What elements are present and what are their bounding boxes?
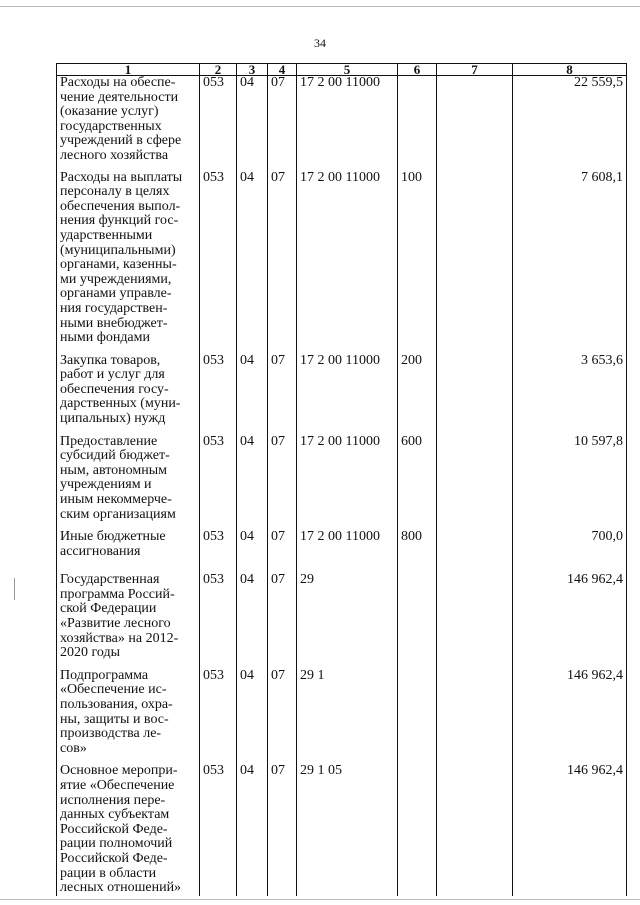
expense-name-line: хозяйства» на 2012- xyxy=(60,630,179,646)
expense-name-line: ятие «Обеспечение xyxy=(60,777,175,793)
column-header-1: 1 xyxy=(57,64,200,76)
expense-name xyxy=(57,76,200,164)
expense-name-line: ным, автономным xyxy=(60,462,168,478)
table-row xyxy=(57,427,627,523)
expense-name-line: Российской Феде- xyxy=(60,850,168,866)
expense-name-line: Российской Феде- xyxy=(60,821,168,837)
header-row xyxy=(57,64,627,76)
expense-name-line: «Развитие лесного xyxy=(60,616,171,631)
expense-name-line: лесных отношений» xyxy=(60,880,182,896)
expense-name-line: лесного хозяйства xyxy=(60,147,169,163)
column-header-5: 5 xyxy=(297,64,398,76)
expense-name-line: чение деятельности xyxy=(60,89,179,105)
target-article-code: 17 2 00 11000 xyxy=(297,427,398,523)
column-7-value xyxy=(437,346,513,427)
subsection-code: 07 xyxy=(268,565,297,661)
amount: 146 962,4 xyxy=(513,756,627,895)
scan-edge-bottom xyxy=(0,899,640,900)
expense-name xyxy=(57,565,200,661)
ministry-code: 053 xyxy=(200,76,237,164)
column-7-value xyxy=(437,427,513,523)
column-header-4: 4 xyxy=(268,64,297,76)
subsection-code: 07 xyxy=(268,427,297,523)
expense-name-line: данных субъектам xyxy=(60,807,170,823)
subsection-code: 07 xyxy=(268,661,297,757)
expense-name xyxy=(57,164,200,346)
section-code: 04 xyxy=(237,164,268,346)
expense-name-line: ми учреждениями, xyxy=(60,271,172,287)
expense-name-line: работ и услуг для xyxy=(60,367,165,383)
expense-name-line: субсидий бюджет- xyxy=(60,448,170,464)
page-number: 34 xyxy=(314,36,326,50)
target-article-code: 17 2 00 11000 xyxy=(297,346,398,427)
target-article-code: 17 2 00 11000 xyxy=(297,76,398,164)
column-7-value xyxy=(437,522,513,565)
target-article-code: 29 1 05 xyxy=(297,756,398,895)
amount: 3 653,6 xyxy=(513,346,627,427)
subsection-code: 07 xyxy=(268,164,297,346)
expense-name-line: нения функций гос- xyxy=(60,213,179,229)
ministry-code: 053 xyxy=(200,522,237,565)
expense-name-line: Расходы на обеспе- xyxy=(60,75,176,90)
subsection-code: 07 xyxy=(268,756,297,895)
expense-name-line: сов» xyxy=(60,740,87,756)
amount: 700,0 xyxy=(513,522,627,565)
column-7-value xyxy=(437,756,513,895)
column-header-3: 3 xyxy=(237,64,268,76)
amount: 22 559,5 xyxy=(513,76,627,164)
expense-type-code xyxy=(398,76,437,164)
table-row xyxy=(57,164,627,346)
expense-name-line: Расходы на выплаты xyxy=(60,169,183,185)
amount: 10 597,8 xyxy=(513,427,627,523)
expense-name xyxy=(57,756,200,895)
amount: 146 962,4 xyxy=(513,661,627,757)
table-row xyxy=(57,756,627,895)
subsection-code: 07 xyxy=(268,522,297,565)
expense-type-code: 800 xyxy=(398,522,437,565)
column-7-value xyxy=(437,164,513,346)
expense-name-line: ципальных) нужд xyxy=(60,411,166,427)
target-article-code: 17 2 00 11000 xyxy=(297,522,398,565)
expense-name-line: ными фондами xyxy=(60,330,151,346)
expense-name-line: ассигнования xyxy=(60,543,141,559)
expense-name-line: государственных xyxy=(60,118,162,134)
section-code: 04 xyxy=(237,756,268,895)
expense-name-line: «Обеспечение ис- xyxy=(60,682,167,698)
expense-name-line: (оказание услуг) xyxy=(60,104,159,120)
ministry-code: 053 xyxy=(200,164,237,346)
expense-type-code xyxy=(398,756,437,895)
expense-name-line: иным некоммерче- xyxy=(60,492,172,508)
amount: 146 962,4 xyxy=(513,565,627,661)
target-article-code: 29 xyxy=(297,565,398,661)
budget-table xyxy=(56,63,627,896)
expense-name-line: органами управле- xyxy=(60,286,172,302)
expense-name-line: рации в области xyxy=(60,865,157,881)
expense-name-line: обеспечения выпол- xyxy=(60,198,181,214)
column-7-value xyxy=(437,661,513,757)
section-code: 04 xyxy=(237,346,268,427)
table-row xyxy=(57,661,627,757)
expense-name-line: дарственных (муни- xyxy=(60,396,181,412)
expense-name-line: учреждений в сфере xyxy=(60,133,182,149)
column-7-value xyxy=(437,76,513,164)
ministry-code: 053 xyxy=(200,565,237,661)
expense-type-code xyxy=(398,565,437,661)
expense-name-line: (муниципальными) xyxy=(60,242,176,258)
expense-name-line: рации полномочий xyxy=(60,836,173,852)
expense-name xyxy=(57,661,200,757)
expense-name-line: ны, защиты и вос- xyxy=(60,711,169,727)
table-row xyxy=(57,76,627,164)
expense-name xyxy=(57,522,200,565)
target-article-code: 17 2 00 11000 xyxy=(297,164,398,346)
ministry-code: 053 xyxy=(200,661,237,757)
expense-name-line: Основное меропри- xyxy=(60,763,178,779)
amount: 7 608,1 xyxy=(513,164,627,346)
column-header-8: 8 xyxy=(513,64,627,76)
scan-mark-left xyxy=(14,578,15,600)
expense-name-line: учреждениям и xyxy=(60,477,152,493)
expense-name-line: органами, казенны- xyxy=(60,257,177,273)
expense-name xyxy=(57,346,200,427)
ministry-code: 053 xyxy=(200,756,237,895)
table-row xyxy=(57,346,627,427)
expense-name-line: Государственная xyxy=(60,572,160,588)
target-article-code: 29 1 xyxy=(297,661,398,757)
column-7-value xyxy=(437,565,513,661)
subsection-code: 07 xyxy=(268,76,297,164)
table-body xyxy=(57,76,627,896)
expense-name-line: Предоставление xyxy=(60,433,158,449)
expense-name-line: ными внебюджет- xyxy=(60,315,168,331)
ministry-code: 053 xyxy=(200,427,237,523)
expense-name-line: Подпрограмма xyxy=(60,667,149,683)
expense-name-line: ской Федерации xyxy=(60,601,157,617)
section-code: 04 xyxy=(237,661,268,757)
expense-name-line: Закупка товаров, xyxy=(60,352,161,368)
expense-type-code: 100 xyxy=(398,164,437,346)
expense-name-line: ударственными xyxy=(60,227,153,243)
table-row xyxy=(57,522,627,565)
expense-type-code xyxy=(398,661,437,757)
expense-type-code: 200 xyxy=(398,346,437,427)
section-code: 04 xyxy=(237,565,268,661)
subsection-code: 07 xyxy=(268,346,297,427)
expense-name-line: ским организациям xyxy=(60,506,176,522)
expense-name-line: персоналу в целях xyxy=(60,184,170,200)
section-code: 04 xyxy=(237,76,268,164)
expense-name-line: пользования, охра- xyxy=(60,696,173,712)
expense-name-line: программа Россий- xyxy=(60,586,175,602)
column-header-2: 2 xyxy=(200,64,237,76)
section-code: 04 xyxy=(237,427,268,523)
ministry-code: 053 xyxy=(200,346,237,427)
column-header-6: 6 xyxy=(398,64,437,76)
expense-name-line: обеспечения госу- xyxy=(60,381,169,397)
expense-name-line: исполнения пере- xyxy=(60,792,166,808)
section-code: 04 xyxy=(237,522,268,565)
expense-type-code: 600 xyxy=(398,427,437,523)
expense-name-line: 2020 годы xyxy=(60,645,121,661)
expense-name xyxy=(57,427,200,523)
expense-name-line: ния государствен- xyxy=(60,300,168,316)
expense-name-line: производства ле- xyxy=(60,726,162,742)
expense-name-line: Иные бюджетные xyxy=(60,529,166,545)
column-header-7: 7 xyxy=(437,64,513,76)
scan-edge-top xyxy=(0,6,640,7)
table-row xyxy=(57,565,627,661)
